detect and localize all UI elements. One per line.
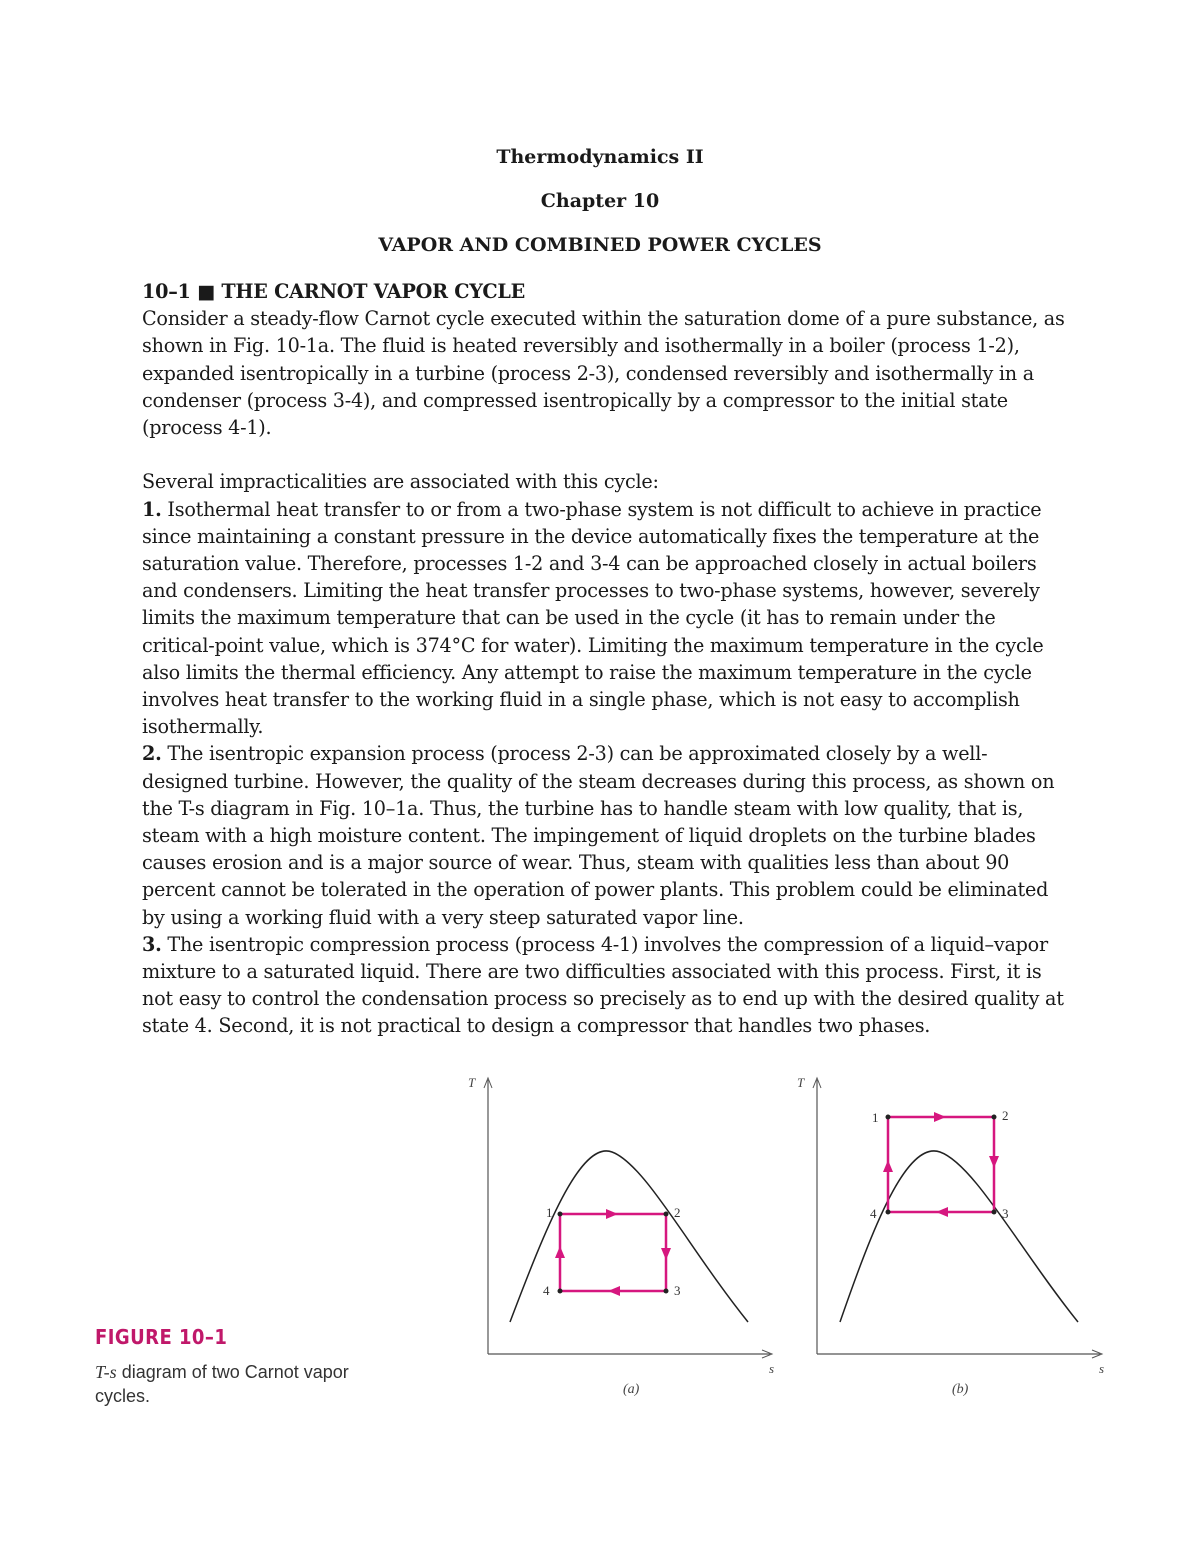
state-point: [664, 1212, 669, 1217]
s-axis-label: s: [769, 1361, 775, 1376]
carnot-cycle: [888, 1117, 994, 1212]
t-axis-label: T: [797, 1075, 805, 1090]
chapter-number: Chapter 10: [540, 190, 660, 212]
saturation-dome: [840, 1151, 1078, 1322]
chapter-title: VAPOR AND COMBINED POWER CYCLES: [378, 234, 822, 256]
course-title: Thermodynamics II: [496, 146, 704, 168]
state-label-2: 2: [1002, 1108, 1009, 1123]
arrow-2-3: [661, 1248, 671, 1260]
list-item: [142, 931, 1072, 1040]
state-label-3: 3: [674, 1283, 681, 1298]
state-label-3: 3: [1002, 1206, 1009, 1221]
arrow-4-1: [883, 1160, 893, 1172]
state-label-4: 4: [870, 1206, 877, 1221]
panel-a: [468, 1075, 774, 1397]
item-text: Isothermal heat transfer to or from a two-phase system is not difficult to achieve in practice since maintaining a constant pressure in the device automatically fixes the temperature at the saturation value. Therefore, processes 1-2 and 3-4 can be approached closely in actual boilers and condensers. Limiting the heat transfer processes to two-phase systems, however, severely limits the maximum temperature that can be used in the cycle (it has to remain under the critical-point value, which is 374°C for water). Limiting the maximum temperature in the cycle also limits the thermal efficiency. Any attempt to raise the maximum temperature in the cycle involves heat transfer to the working fluid in a single phase, which is not easy to accomplish isothermally.: [142, 497, 1044, 739]
arrow-3-4: [608, 1286, 620, 1296]
section-title: 10–1 ■ THE CARNOT VAPOR CYCLE: [142, 280, 525, 303]
item-number: 2.: [142, 742, 162, 766]
state-label-2: 2: [674, 1205, 681, 1220]
state-label-1: 1: [872, 1110, 879, 1125]
state-point: [558, 1212, 563, 1217]
item-text: The isentropic expansion process (process 2-3) can be approximated closely by a well-designed turbine. However, the quality of the steam decreases during this process, as shown on the T-s diagram in Fig. 10–1a. Thus, the turbine has to handle steam with low quality, that is, steam with a high moisture content. The impingement of liquid droplets on the turbine blades causes erosion and is a major source of wear. Thus, steam with qualities less than about 90 percent cannot be tolerated in the operation of power plants. This problem could be eliminated by using a working fluid with a very steep saturated vapor line.: [142, 742, 1055, 929]
panel-b-label: (b): [952, 1382, 969, 1397]
item-text: The isentropic compression process (process 4-1) involves the compression of a liquid–vapor mixture to a saturated liquid. There are two difficulties associated with this process. First, it is not easy to control the condensation process so precisely as to end up with the desired quality at state 4. Second, it is not practical to design a compressor that handles two phases.: [142, 932, 1064, 1038]
state-point: [664, 1289, 669, 1294]
list-item: [142, 740, 1072, 930]
state-point: [886, 1210, 891, 1215]
state-label-1: 1: [546, 1205, 553, 1220]
state-label-4: 4: [543, 1283, 550, 1298]
panel-b: [797, 1075, 1104, 1397]
list-item: [142, 496, 1072, 741]
s-axis-label: s: [1099, 1361, 1105, 1376]
ts-diagram-figure: [0, 1060, 1200, 1480]
arrow-1-2: [934, 1112, 946, 1122]
paragraph-gap: [142, 441, 1072, 468]
panel-a-label: (a): [623, 1382, 640, 1397]
arrow-3-4: [936, 1207, 948, 1217]
state-point: [992, 1115, 997, 1120]
caption-italic: T-s: [95, 1362, 117, 1382]
carnot-cycle: [560, 1214, 666, 1291]
state-point: [886, 1115, 891, 1120]
impracticalities-lead: Several impracticalities are associated with this cycle:: [142, 470, 659, 494]
state-point: [558, 1289, 563, 1294]
t-axis-label: T: [468, 1075, 476, 1090]
section-intro: Consider a steady-flow Carnot cycle executed within the saturation dome of a pure substance, as shown in Fig. 10-1a. The fluid is heated reversibly and isothermally in a boiler (process 1-2), expanded isentropically in a turbine (process 2-3), condensed reversibly and isothermally in a condenser (process 3-4), and compressed isentropically by a compressor to the initial state (process 4-1).: [142, 307, 1065, 440]
caption-rest: diagram of two Carnot vapor cycles.: [95, 1362, 349, 1406]
section-body: [142, 278, 1072, 1040]
arrow-1-2: [606, 1209, 618, 1219]
item-number: 3.: [142, 932, 162, 956]
figure-label: FIGURE 10–1: [95, 1325, 228, 1349]
arrow-4-1: [555, 1246, 565, 1258]
state-point: [992, 1210, 997, 1215]
item-number: 1.: [142, 497, 162, 521]
arrow-2-3: [989, 1156, 999, 1168]
